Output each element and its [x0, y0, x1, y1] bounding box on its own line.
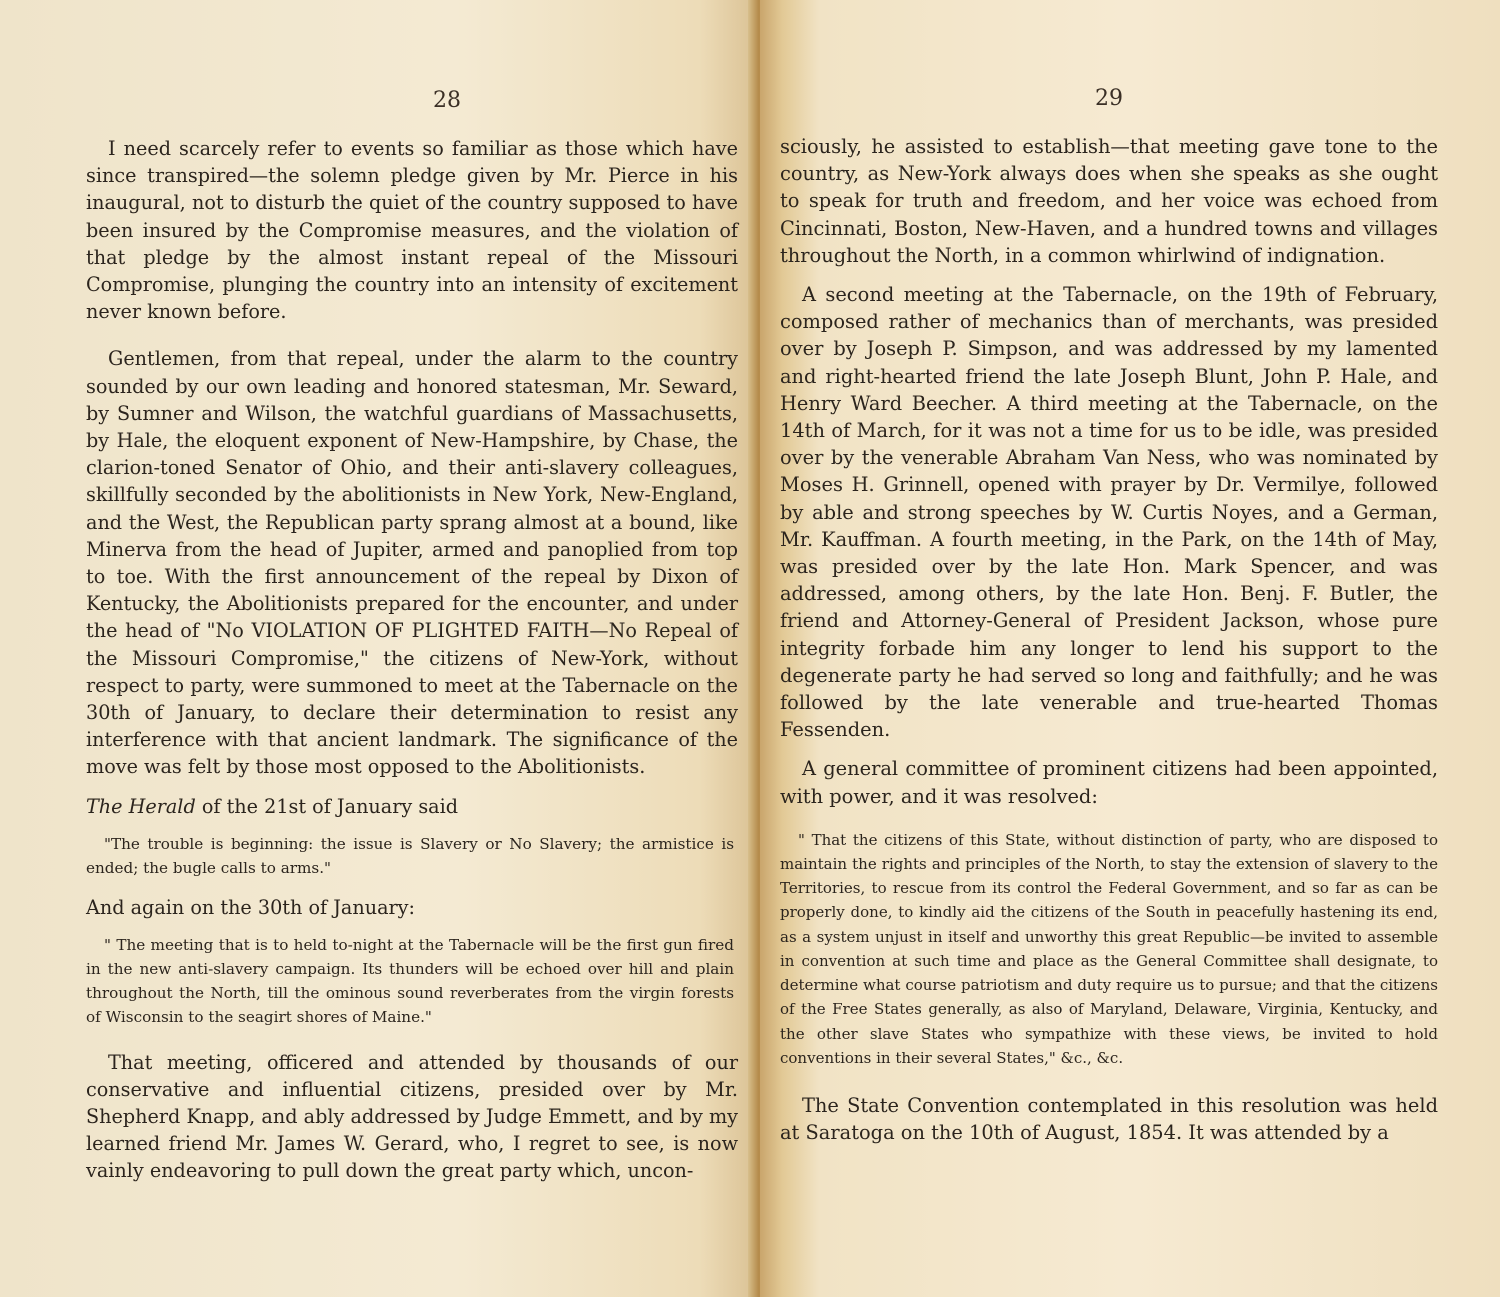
paragraph: sciously, he assisted to establish—that meeting gave tone to the country, as New-York always does when she speaks as she ought to speak for truth and freedom, and her voice was echoed from Cincinnati, Boston, New-Haven, and a hundred towns and villages throughout the North, in a common whirlwind of indignation.	[780, 135, 1438, 267]
paragraph: I need scarcely refer to events so familiar as those which have since transpired—the solemn pledge given by Mr. Pierce in his inaugural, not to disturb the quiet of the country supposed to have been insured by the Compromise measures, and the violation of that pledge by the almost instant repeal of the Missouri Compromise, plunging the country into an intensity of excitement never known before.	[86, 137, 738, 324]
page-number-right: 29	[1095, 86, 1123, 111]
block-quote: " That the citizens of this State, without distinction of party, who are disposed to maintain the rights and principles of the North, to stay the extension of slavery to the Territories, to rescue from its control the Federal Government, and so far as can be properly done, to kindly aid the citizens of the South in peacefully hastening its end, as a system unjust in itself and unworthy this great Republic—be invited to assemble in convention at such time and place as the General Committee shall designate, to determine what course patriotism and duty require us to pursue; and that the citizens of the Free States generally, as also of Maryland, Delaware, Virginia, Kentucky, and the other slave States who sympathize with these views, be invited to hold conventions in their several States," &c., &c.	[780, 830, 1438, 1067]
paragraph: A second meeting at the Tabernacle, on the 19th of February, composed rather of mechanics than of merchants, was presided over by Joseph P. Simpson, and was addressed by my lamented and right-hearted friend the late Joseph Blunt, John P. Hale, and Henry Ward Beecher. A third meeting at the Tabernacle, on the 14th of March, for it was not a time for us to be idle, was presided over by the venerable Abraham Van Ness, who was nominated by Moses H. Grinnell, opened with prayer by Dr. Vermilye, followed by able and strong speeches by W. Curtis Noyes, and a German, Mr. Kauffman. A fourth meeting, in the Park, on the 14th of May, was presided over by the late Hon. Mark Spencer, and was addressed, among others, by the late Hon. Benj. F. Butler, the friend and Attorney-General of President Jackson, whose pure integrity forbade him any longer to lend his support to the degenerate party he had served so long and faithfully; and he was followed by the late venerable and true-hearted Thomas Fessenden.	[780, 283, 1438, 742]
paragraph: A general committee of prominent citizens had been appointed, with power, and it was resolved:	[780, 757, 1438, 808]
paragraph: The State Convention contemplated in this resolution was held at Saratoga on the 10th of August, 1854. It was attended by a	[780, 1093, 1438, 1145]
quote-intro	[86, 793, 738, 820]
paragraph: And again on the 30th of January:	[86, 895, 415, 919]
right-page-content	[780, 133, 1438, 1146]
quote-intro-text: of the 21st of January said	[195, 794, 459, 818]
page-number-left: 28	[433, 88, 461, 113]
newspaper-name: The Herald	[86, 794, 196, 818]
paragraph: Gentlemen, from that repeal, under the alarm to the country sounded by our own leading and honored statesman, Mr. Seward, by Sumner and Wilson, the watchful guardians of Massachusetts, by Hale, the eloquent exponent of New-Hampshire, by Chase, the clarion-toned Senator of Ohio, and their anti-slavery colleagues, skillfully seconded by the abolitionists in New York, New-England, and the West, the Republican party sprang almost at a bound, like Minerva from the head of Jupiter, armed and panoplied from top to toe. With the first announcement of the repeal by Dixon of Kentucky, the Abolitionists prepared for the encounter, and under the head of "No VIOLATION OF PLIGHTED FAITH—No Repeal of the Missouri Compromise," the citizens of New-York, without respect to party, were summoned to meet at the Tabernacle on the 30th of January, to declare their determination to resist any interference with that ancient landmark. The significance of the move was felt by those most opposed to the Abolitionists.	[86, 347, 738, 779]
left-page-content	[86, 135, 738, 1185]
block-quote: "The trouble is beginning: the issue is Slavery or No Slavery; the armistice is ended; the bugle calls to arms."	[86, 834, 734, 877]
right-page	[760, 0, 1500, 1297]
paragraph: That meeting, officered and attended by thousands of our conservative and influential citizens, presided over by Mr. Shepherd Knapp, and ably addressed by Judge Emmett, and by my learned friend Mr. James W. Gerard, who, I regret to see, is now vainly endeavoring to pull down the great party which, uncon-	[86, 1050, 738, 1183]
block-quote: " The meeting that is to held to-night at the Tabernacle will be the first gun fired in the new anti-slavery campaign. Its thunders will be echoed over hill and plain throughout the North, till the ominous sound reverberates from the virgin forests of Wisconsin to the seagirt shores of Maine."	[86, 935, 734, 1026]
